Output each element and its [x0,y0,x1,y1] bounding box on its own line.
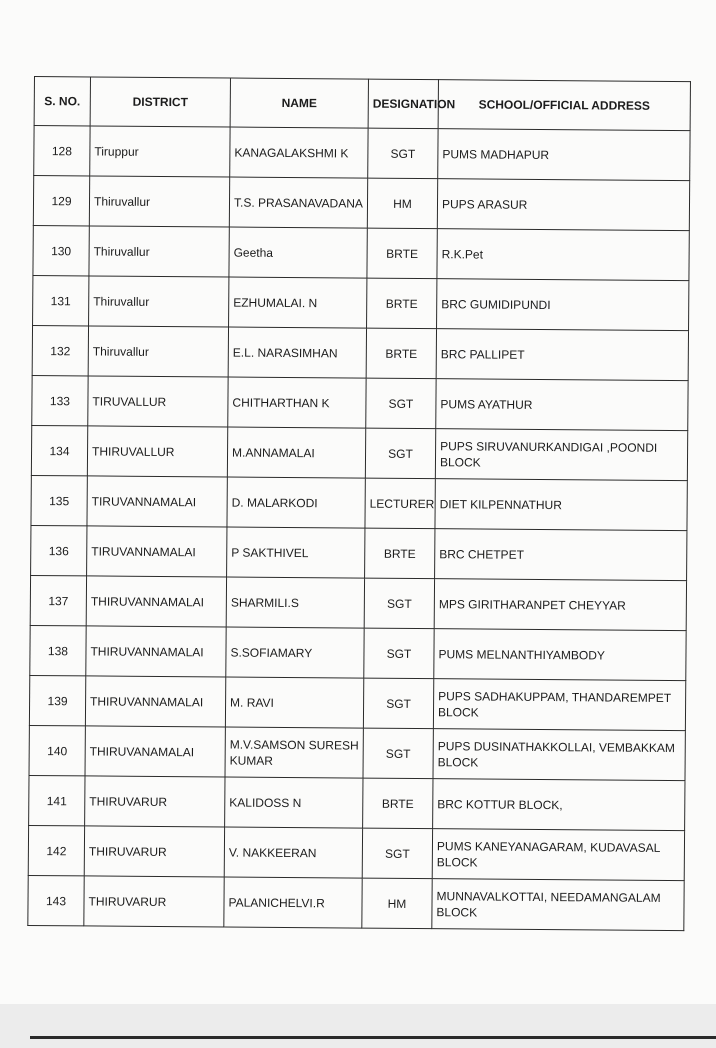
cell-district: THIRUVARUR [84,826,224,877]
table-row [29,675,685,730]
table-row [32,325,688,380]
cell-address: BRC CHETPET [435,529,687,581]
cell-designation: SGT [363,678,433,729]
cell-designation: BRTE [366,328,436,379]
cell-designation: SGT [363,728,433,779]
table-row [33,225,689,280]
cell-district: THIRUVANNAMALAI [85,676,225,727]
cell-designation: HM [362,878,432,929]
cell-name: Geetha [229,227,367,278]
header-district: DISTRICT [90,77,230,127]
cell-name: KALIDOSS N [225,777,363,828]
cell-sno: 141 [29,775,85,825]
page-gap [0,1004,716,1048]
cell-name: KANAGALAKSHMI K [230,127,368,178]
header-address: SCHOOL/OFFICIAL ADDRESS [438,80,690,131]
cell-sno: 135 [31,475,87,525]
cell-designation: SGT [366,378,436,429]
table-row [30,575,686,630]
cell-name: PALANICHELVI.R [224,877,362,928]
cell-address: PUMS KANEYANAGARAM, KUDAVASAL BLOCK [432,829,684,881]
cell-district: THIRUVARUR [84,876,224,927]
cell-designation: SGT [364,578,434,629]
cell-address: DIET KILPENNATHUR [435,479,687,531]
table-row [30,625,686,680]
cell-district: Tiruppur [90,126,230,177]
table-row [32,375,688,430]
cell-address: MPS GIRITHARANPET CHEYYAR [434,579,686,631]
cell-district: Thiruvallur [89,276,229,327]
cell-address: PUMS MADHAPUR [438,129,690,181]
table-row [33,176,689,231]
cell-address: PUPS SADHAKUPPAM, THANDAREMPET BLOCK [433,679,685,731]
cell-designation: SGT [364,628,434,679]
cell-address: PUPS ARASUR [437,179,689,231]
header-designation: DESIGNATION [368,79,438,129]
cell-designation: LECTURER [365,478,435,529]
cell-designation: SGT [368,128,438,179]
cell-sno: 140 [29,725,85,775]
cell-district: Thiruvallur [89,226,229,277]
cell-district: Thiruvallur [89,176,229,227]
cell-district: THIRUVARUR [85,776,225,827]
cell-sno: 129 [33,176,89,226]
cell-name: M.V.SAMSON SURESH KUMAR [225,727,363,778]
cell-designation: BRTE [367,278,437,329]
cell-sno: 133 [32,375,88,425]
cell-district: THIRUVANNAMALAI [86,626,226,677]
cell-designation: SGT [362,828,432,879]
cell-address: R.K.Pet [437,229,689,281]
cell-sno: 131 [33,275,89,325]
cell-name: V. NAKKEERAN [224,827,362,878]
cell-address: PUPS SIRUVANURKANDIGAI ,POONDI BLOCK [435,429,687,481]
cell-address: PUMS AYATHUR [436,379,688,431]
cell-address: BRC GUMIDIPUNDI [437,279,689,331]
cell-name: EZHUMALAI. N [229,277,367,328]
cell-sno: 136 [31,525,87,575]
cell-district: TIRUVANNAMALAI [87,476,227,527]
cell-name: E.L. NARASIMHAN [228,327,366,378]
cell-designation: HM [367,178,437,229]
cell-address: PUPS DUSINATHAKKOLLAI, VEMBAKKAM BLOCK [433,729,685,781]
cell-sno: 130 [33,225,89,275]
cell-designation: SGT [365,428,435,479]
cell-sno: 139 [29,675,85,725]
table-row [29,725,685,780]
cell-address: PUMS MELNANTHIYAMBODY [434,629,686,681]
table-row [31,425,687,480]
table-row [34,126,690,181]
cell-name: CHITHARTHAN K [228,377,366,428]
cell-name: T.S. PRASANAVADANA [229,177,367,228]
cell-address: BRC PALLIPET [436,329,688,381]
cell-district: THIRUVALLUR [87,426,227,477]
cell-sno: 138 [30,625,86,675]
table-row [28,825,684,880]
header-row [34,77,690,131]
cell-name: S.SOFIAMARY [226,627,364,678]
cell-name: SHARMILI.S [226,577,364,628]
cell-sno: 132 [32,325,88,375]
cell-sno: 134 [31,425,87,475]
cell-sno: 137 [30,575,86,625]
cell-district: THIRUVANAMALAI [85,726,225,777]
next-page-edge [30,1036,716,1039]
header-name: NAME [230,78,368,128]
cell-name: P SAKTHIVEL [227,527,365,578]
cell-district: THIRUVANNAMALAI [86,576,226,627]
cell-designation: BRTE [365,528,435,579]
header-sno: S. NO. [34,77,90,126]
table-row [28,875,684,930]
cell-district: TIRUVANNAMALAI [87,526,227,577]
cell-designation: BRTE [367,228,437,279]
cell-district: TIRUVALLUR [88,376,228,427]
cell-address: BRC KOTTUR BLOCK, [433,779,685,831]
table-row [33,275,689,330]
cell-name: D. MALARKODI [227,477,365,528]
table-row [31,525,687,580]
cell-name: M.ANNAMALAI [227,427,365,478]
cell-sno: 143 [28,875,84,925]
table-row [31,475,687,530]
cell-sno: 142 [28,825,84,875]
cell-name: M. RAVI [225,677,363,728]
cell-sno: 128 [34,126,90,176]
roster-table [27,76,691,931]
cell-designation: BRTE [363,778,433,829]
cell-district: Thiruvallur [88,326,228,377]
table-row [29,775,685,830]
cell-address: MUNNAVALKOTTAI, NEEDAMANGALAM BLOCK [432,879,684,931]
